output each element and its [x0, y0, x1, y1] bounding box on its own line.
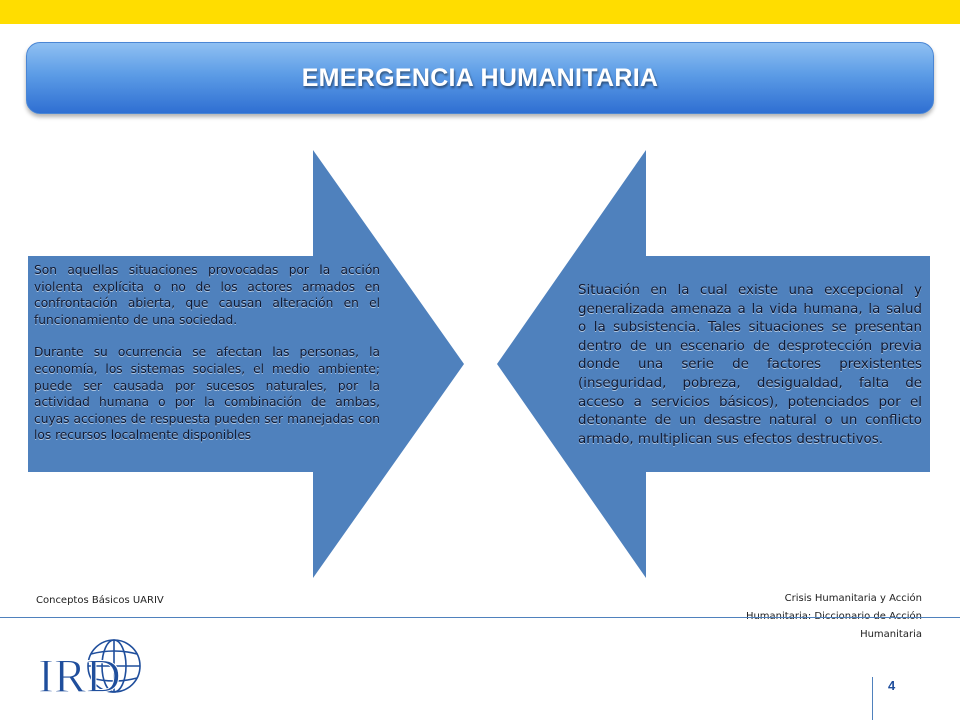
left-arrow-text	[34, 262, 380, 460]
left-paragraph-1: Son aquellas situaciones provocadas por la acción violenta explícita o no de los actores armados en confrontación abierta, que causan alteración en el funcionamiento de una sociedad.	[34, 263, 380, 327]
page-number-separator	[872, 677, 873, 720]
source-right-line-3: Humanitaria	[860, 629, 922, 640]
left-paragraph-2: Durante su ocurrencia se afectan las personas, la economía, los sistemas sociales, el medio ambiente; puede ser causada por sucesos naturales, por la actividad humana o por la combinación de ambas, cuyas acciones de respuesta pueden ser manejadas con los recursos localmente disponibles	[34, 345, 380, 443]
page-number: 4	[888, 678, 896, 693]
right-arrow-text: Situación en la cual existe una excepcional y generalizada amenaza a la vida humana, la salud o la subsistencia. Tales situaciones se presentan dentro de un escenario de desprotección previa donde una serie de factores prexistentes (inseguridad, pobreza, desigualdad, falta de acceso a servicios básicos), potenciados por el detonante de un desastre natural o un conflicto armado, multiplican sus efectos destructivos.	[578, 283, 922, 447]
source-left: Conceptos Básicos UARIV	[36, 595, 164, 606]
ird-logo	[36, 636, 146, 698]
slide-title: EMERGENCIA HUMANITARIA	[301, 63, 659, 92]
logo-text: IRD	[38, 650, 121, 698]
footer-divider	[0, 617, 960, 618]
source-right-line-1: Crisis Humanitaria y Acción	[784, 593, 922, 604]
